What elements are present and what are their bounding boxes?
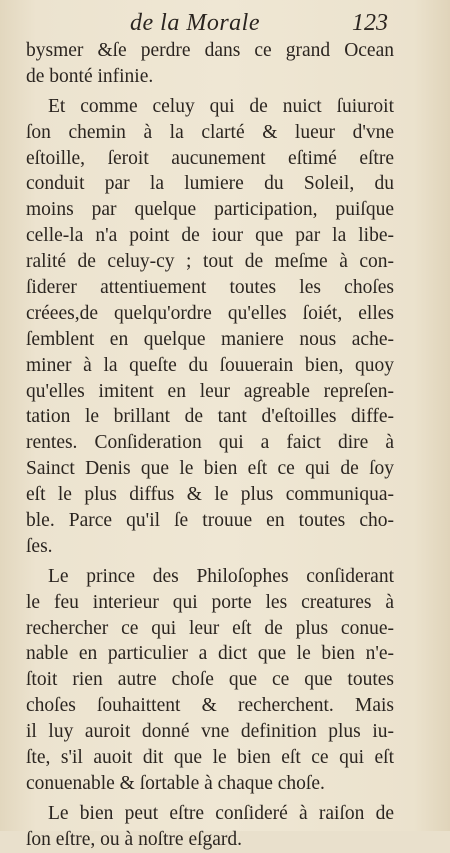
text-line: le feu interieur qui porte les creatures à <box>26 591 394 613</box>
text-line: créees,de quelqu'ordre qu'elles ſoiét, elles <box>26 302 394 324</box>
text-line: conuenable & ſortable à chaque choſe. <box>26 772 325 794</box>
text-line: celle-la n'a point de iour que par la libe- <box>26 225 394 247</box>
paragraph-3 <box>26 564 394 797</box>
text-line: nable en particulier a dict que le bien n'e- <box>26 643 394 665</box>
text-line: ble. Parce qu'il ſe trouue en toutes cho- <box>26 510 394 532</box>
page-number: 123 <box>352 10 388 36</box>
text-line: Le bien peut eſtre conſideré à raiſon de <box>48 802 394 824</box>
text-line: choſes ſouhaittent & recherchent. Mais <box>26 695 394 717</box>
text-line: Et comme celuy qui de nuict ſuiuroit <box>48 95 394 117</box>
text-line: Sainct Denis que le bien eſt ce qui de ſoy <box>26 458 394 480</box>
paragraph-4 <box>26 801 394 853</box>
text-line: rentes. Conſideration qui a faict dire à <box>26 432 394 454</box>
text-line: ſemblent en quelque maniere nous ache- <box>26 328 394 350</box>
running-head: de la Morale <box>130 10 260 36</box>
text-line: ſon eſtre, ou à noſtre eſgard. <box>26 828 243 850</box>
paragraph-2 <box>26 94 394 560</box>
body-text <box>26 38 394 853</box>
text-line: conduit par la lumiere du Soleil, du <box>26 173 394 195</box>
text-line: ſiderer attentiuement toutes les choſes <box>26 277 394 299</box>
text-line: ſes. <box>26 535 53 557</box>
paragraph-1 <box>26 38 394 90</box>
text-line: Le prince des Philoſophes conſiderant <box>48 565 394 587</box>
text-line: ralité de celuy-cy ; tout de meſme à con- <box>26 251 394 273</box>
text-line: eſt le plus diffus & le plus communiqua- <box>26 484 394 506</box>
text-line: ſtoit rien autre choſe que ce que toutes <box>26 669 394 691</box>
text-line: miner à la queſte du ſouuerain bien, quoy <box>26 354 394 376</box>
text-line: rechercher ce qui leur eſt de plus conue- <box>26 617 394 639</box>
text-line: moins par quelque participation, puiſque <box>26 199 394 221</box>
text-line: ſon chemin à la clarté & lueur d'vne <box>26 121 394 143</box>
text-line: ſte, s'il auoit dit que le bien eſt ce qui eſt <box>26 747 394 769</box>
text-line: eſtoille, ſeroit aucunement eſtimé eſtre <box>26 147 394 169</box>
text-line: de bonté infinie. <box>26 65 154 87</box>
text-line: bysmer &ſe perdre dans ce grand Ocean <box>26 40 394 61</box>
text-line: tation le brillant de tant d'eſtoilles diffe- <box>26 406 394 428</box>
text-line: qu'elles imitent en leur agreable repreſen- <box>26 380 394 402</box>
text-line: il luy auroit donné vne definition plus iu- <box>26 721 394 743</box>
